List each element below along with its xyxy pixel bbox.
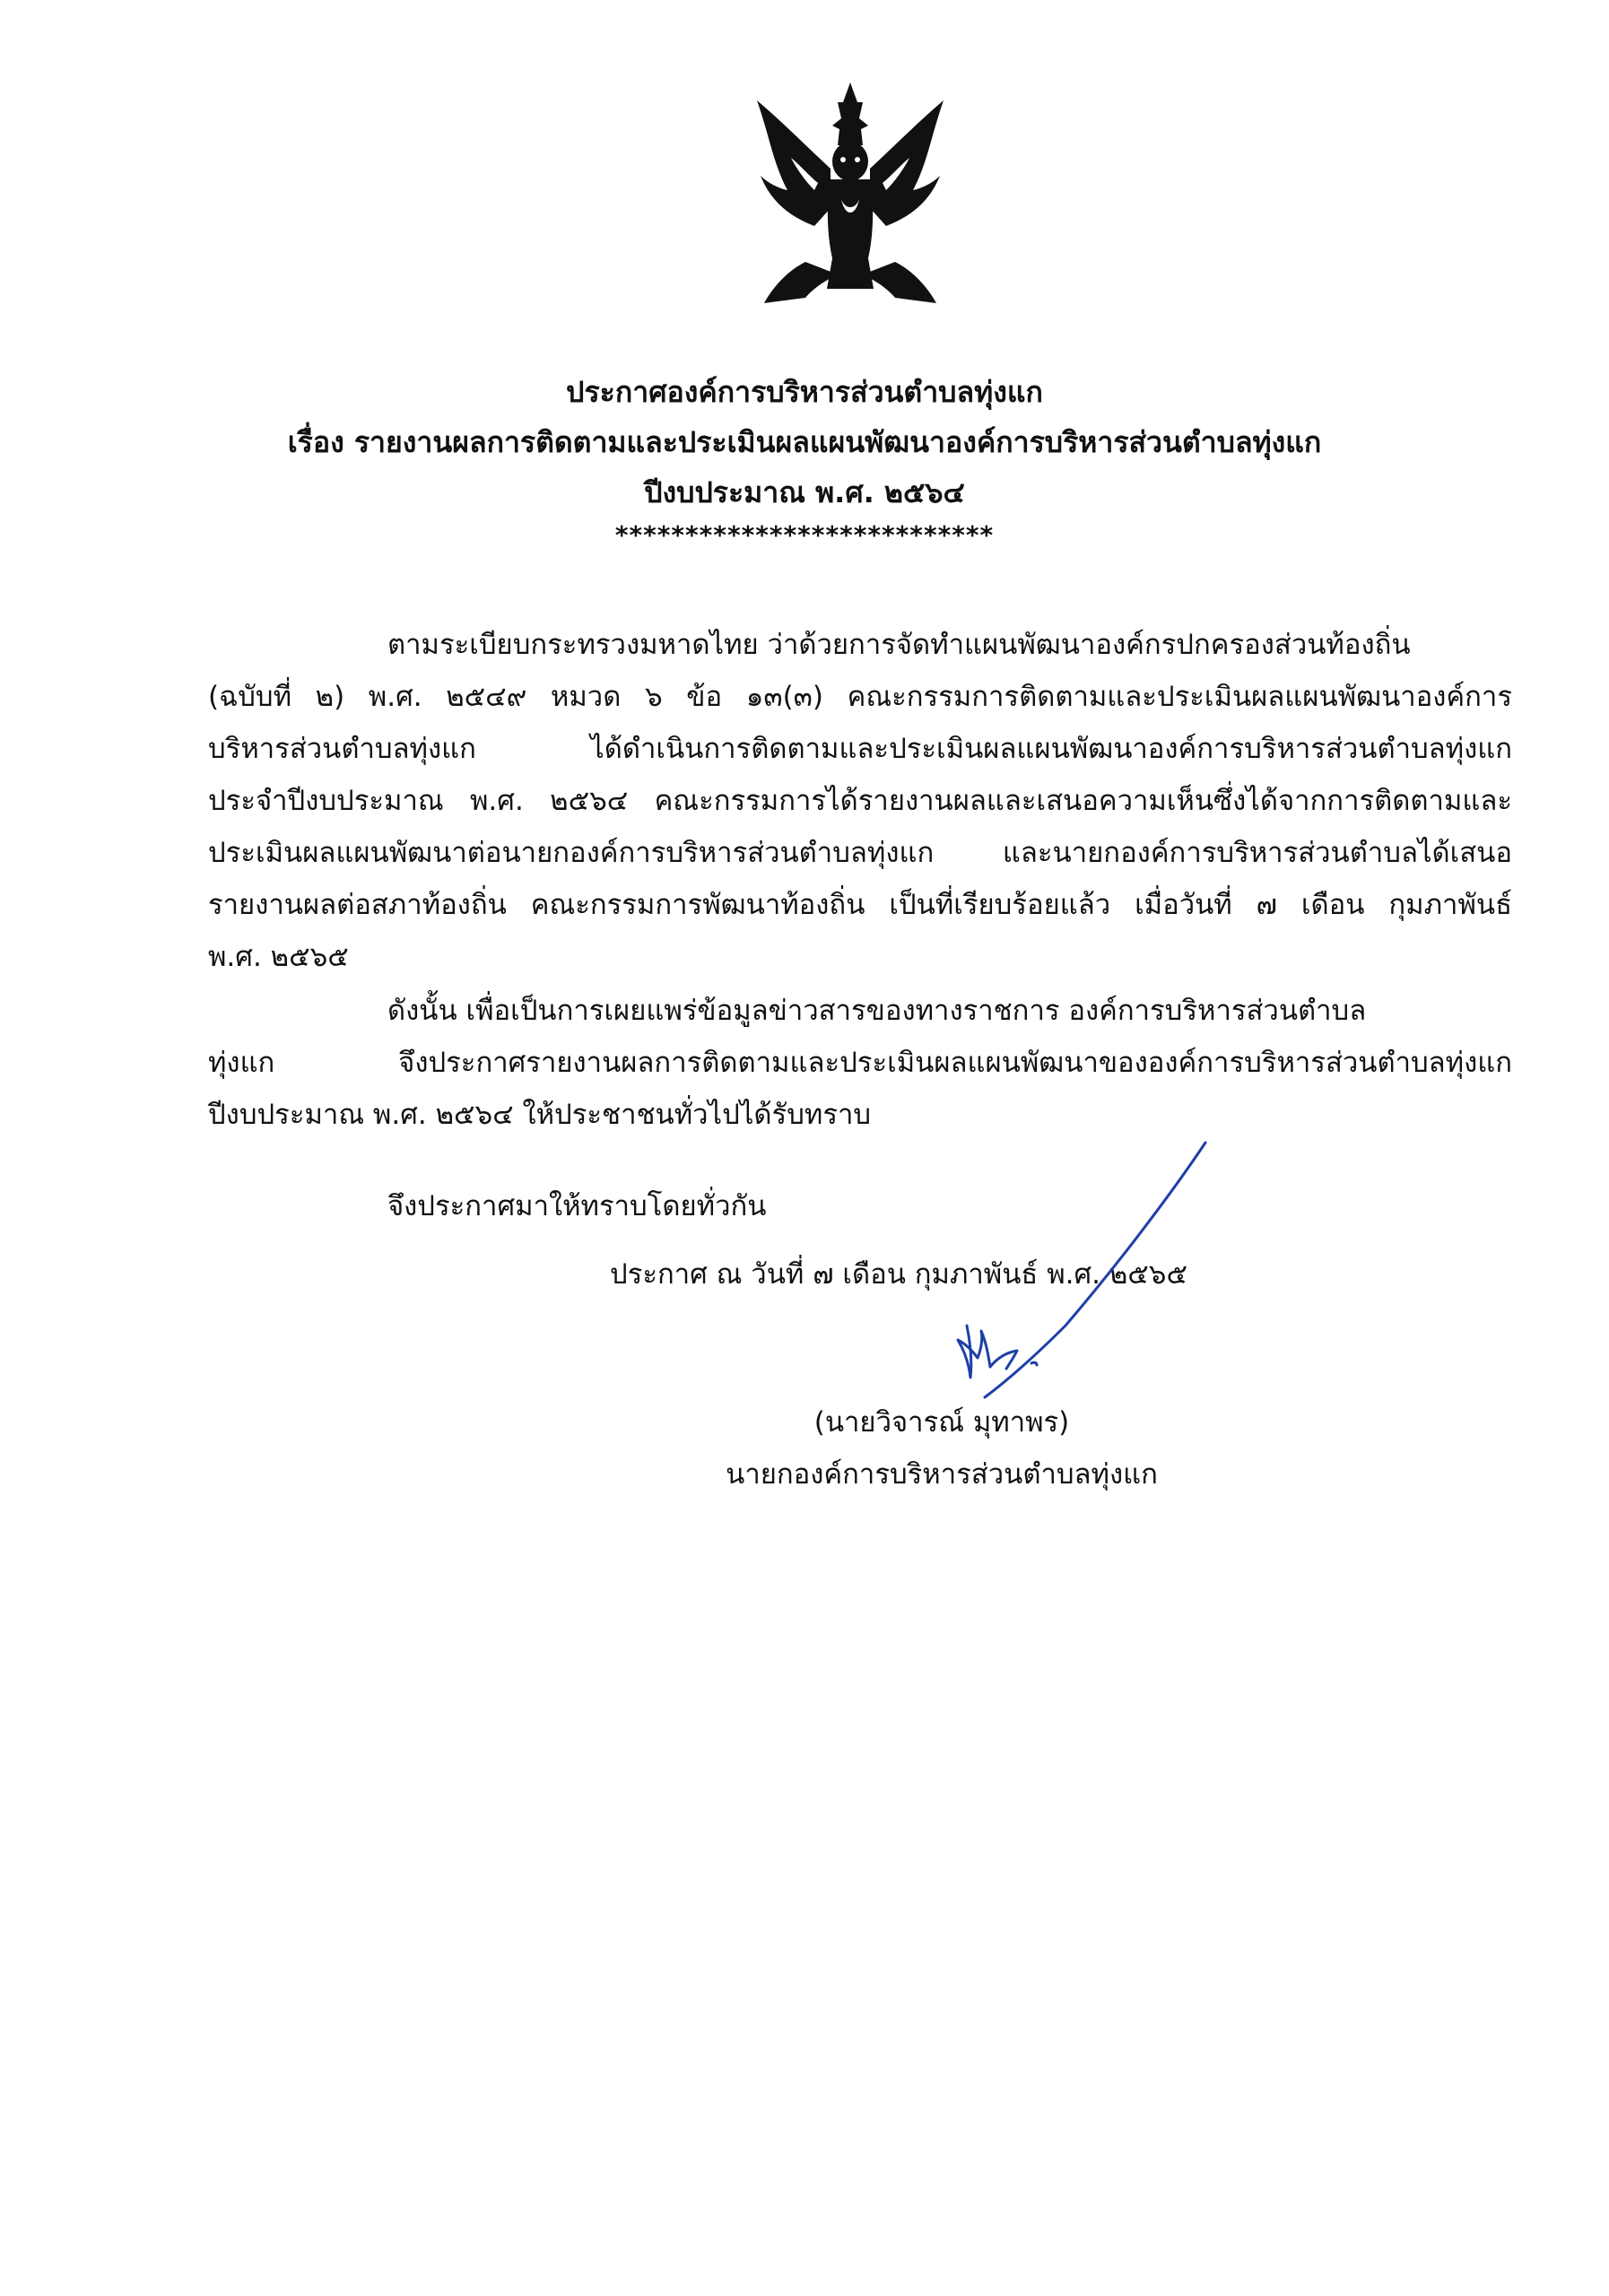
handwritten-signature-icon	[931, 1137, 1218, 1406]
garuda-emblem-icon	[752, 83, 949, 307]
announcement-date: ประกาศ ณ วันที่ ๗ เดือน กุมภาพันธ์ พ.ศ. ๒๕๖๕	[610, 1258, 1187, 1291]
paragraph-line: ดังนั้น เพื่อเป็นการเผยแพร่ข้อมูลข่าวสารของทางราชการ องค์การบริหารส่วนตำบล	[387, 995, 1367, 1027]
paragraph-line: รายงานผลต่อสภาท้องถิ่น คณะกรรมการพัฒนาท้องถิ่น เป็นที่เรียบร้อยแล้ว เมื่อวันที่ ๗ เดือน กุมภาพันธ์	[208, 889, 1512, 921]
paragraph-line: ประจำปีงบประมาณ พ.ศ. ๒๕๖๔ คณะกรรมการได้รายงานผลและเสนอความเห็นซึ่งได้จากการติดตามและ	[208, 785, 1512, 817]
paragraph-line: ทุ่งแก จึงประกาศรายงานผลการติดตามและประเมินผลแผนพัฒนาขององค์การบริหารส่วนตำบลทุ่งแก	[208, 1047, 1512, 1079]
signer-position: นายกองค์การบริหารส่วนตำบลทุ่งแก	[726, 1458, 1158, 1491]
paragraph-publication	[208, 985, 1512, 1141]
fiscal-year: ปีงบประมาณ พ.ศ. ๒๕๖๔	[644, 475, 965, 509]
paragraph-line: พ.ศ. ๒๕๖๕	[208, 941, 349, 973]
paragraph-regulation	[208, 619, 1512, 983]
paragraph-line: ตามระเบียบกระทรวงมหาดไทย ว่าด้วยการจัดทำแผนพัฒนาองค์กรปกครองส่วนท้องถิ่น	[387, 629, 1411, 661]
closing-line: จึงประกาศมาให้ทราบโดยทั่วกัน	[387, 1190, 767, 1222]
paragraph-line: บริหารส่วนตำบลทุ่งแก ได้ดำเนินการติดตามและประเมินผลแผนพัฒนาองค์การบริหารส่วนตำบลทุ่งแก	[208, 733, 1512, 765]
announcement-subject: เรื่อง รายงานผลการติดตามและประเมินผลแผนพัฒนาองค์การบริหารส่วนตำบลทุ่งแก	[287, 425, 1322, 459]
signer-name: (นายวิจารณ์ มุทาพร)	[813, 1406, 1070, 1439]
paragraph-line: ประเมินผลแผนพัฒนาต่อนายกองค์การบริหารส่วนตำบลทุ่งแก และนายกองค์การบริหารส่วนตำบลได้เสนอ	[208, 837, 1512, 869]
paragraph-line: (ฉบับที่ ๒) พ.ศ. ๒๕๔๙ หมวด ๖ ข้อ ๑๓(๓) คณะกรรมการติดตามและประเมินผลแผนพัฒนาองค์การ	[208, 681, 1512, 713]
paragraph-line: ปีงบประมาณ พ.ศ. ๒๕๖๔ ให้ประชาชนทั่วไปได้รับทราบ	[208, 1099, 872, 1131]
announcement-title: ประกาศองค์การบริหารส่วนตำบลทุ่งแก	[566, 375, 1043, 409]
separator-line: ***************************	[614, 520, 995, 550]
paragraph-closing	[208, 1180, 1512, 1232]
